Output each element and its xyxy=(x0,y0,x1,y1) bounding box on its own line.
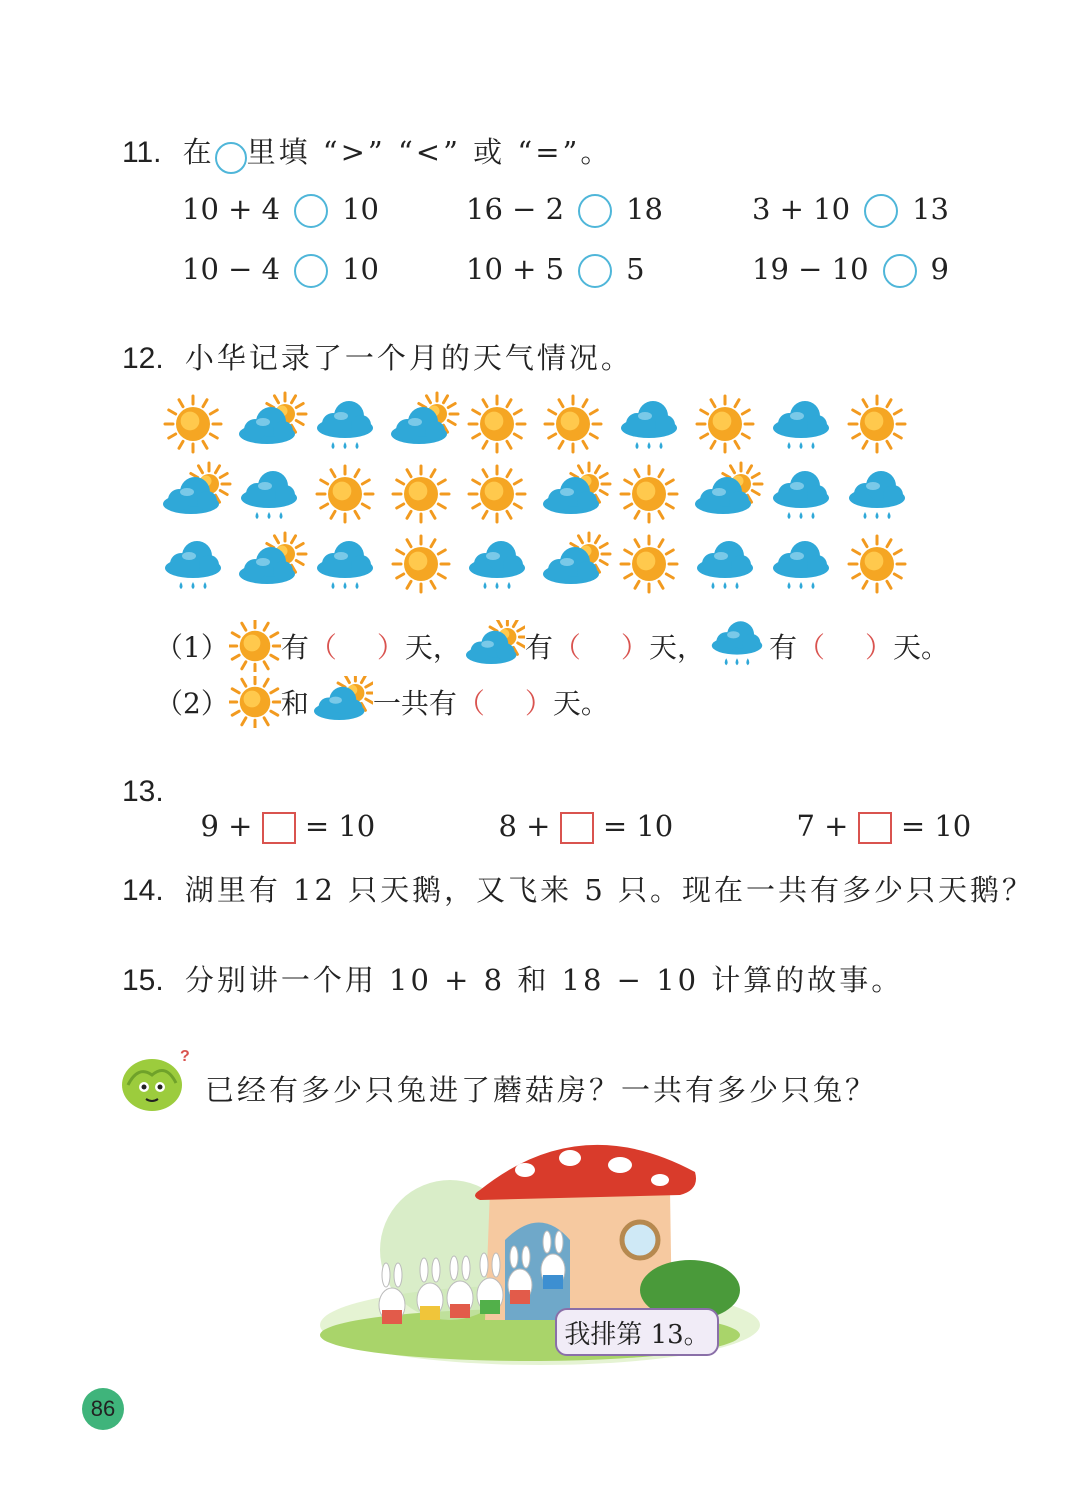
question-12 xyxy=(122,336,633,377)
rain-icon xyxy=(241,471,297,519)
comparison-item xyxy=(182,252,379,288)
sun-icon xyxy=(393,536,449,592)
q13-item-3 xyxy=(778,775,971,844)
cloudy-icon xyxy=(543,533,610,584)
label-tian: 天。 xyxy=(552,687,609,720)
comparison-right: 10 xyxy=(342,192,379,226)
thinking-question: 已经有多少只兔进了蘑菇房？一共有多少只兔？ xyxy=(205,1073,878,1107)
sun-icon xyxy=(469,396,525,452)
sun-icon xyxy=(229,676,281,728)
comparison-left: 19 − 10 xyxy=(752,252,869,286)
comparison-item xyxy=(466,192,663,228)
cloudy-icon xyxy=(543,463,610,514)
sub-label: （2） xyxy=(155,687,229,720)
sun-icon xyxy=(317,466,373,522)
comparison-item xyxy=(466,252,645,288)
question-13 xyxy=(122,775,164,809)
question-number: 14. xyxy=(122,874,164,907)
sub-label: （1） xyxy=(155,631,229,664)
comparison-left: 16 − 2 xyxy=(466,192,565,226)
rain-icon xyxy=(773,401,829,449)
question-11 xyxy=(122,130,612,174)
label-total: 一共有 xyxy=(372,687,457,720)
rain-icon xyxy=(165,541,221,589)
paren-close: ） xyxy=(524,687,553,720)
equation-left: 9 + xyxy=(200,809,253,843)
sun-icon xyxy=(393,466,449,522)
label-you: 有 xyxy=(280,631,309,664)
question-text: 小华记录了一个月的天气情况。 xyxy=(184,341,633,375)
sun-icon xyxy=(849,536,905,592)
answer-circle[interactable] xyxy=(578,194,612,228)
rain-icon xyxy=(317,541,373,589)
label-and: 和 xyxy=(280,687,309,720)
rain-icon xyxy=(317,401,373,449)
paren-open: （ xyxy=(552,631,581,664)
q13-item-1 xyxy=(182,775,375,844)
answer-circle[interactable] xyxy=(294,254,328,288)
sun-icon xyxy=(165,396,221,452)
paren-open: （ xyxy=(796,631,825,664)
comparison-right: 18 xyxy=(626,192,663,226)
rain-icon xyxy=(705,618,769,674)
paren-close: ） xyxy=(376,631,405,664)
comparison-item xyxy=(752,192,949,228)
sun-icon xyxy=(229,620,281,672)
cloudy-icon xyxy=(391,393,458,444)
question-text-after: 里填 “>” “<” 或 “=”。 xyxy=(246,135,613,169)
comparison-item xyxy=(752,252,949,288)
answer-circle[interactable] xyxy=(883,254,917,288)
comparison-item xyxy=(182,192,379,228)
question-number: 12. xyxy=(122,342,164,375)
page-number: 86 xyxy=(82,1388,124,1430)
comparison-right: 9 xyxy=(930,252,949,286)
question-text: 湖里有 12 只天鹅，又飞来 5 只。现在一共有多少只天鹅？ xyxy=(184,873,1035,907)
sun-icon xyxy=(621,466,677,522)
equation-left: 8 + xyxy=(498,809,551,843)
rain-icon xyxy=(697,541,753,589)
question-14 xyxy=(122,868,1034,909)
label-tian: 天， xyxy=(648,631,705,664)
comparison-right: 10 xyxy=(342,252,379,286)
equation-left: 7 + xyxy=(796,809,849,843)
cloudy-icon xyxy=(239,393,306,444)
paren-close: ） xyxy=(864,631,893,664)
comparison-right: 5 xyxy=(626,252,645,286)
label-you: 有 xyxy=(524,631,553,664)
equation-right: = 10 xyxy=(304,809,376,843)
paren-close: ） xyxy=(620,631,649,664)
comparison-right: 13 xyxy=(912,192,949,226)
comparison-left: 3 + 10 xyxy=(752,192,851,226)
comparison-left: 10 − 4 xyxy=(182,252,281,286)
equation-right: = 10 xyxy=(602,809,674,843)
cloudy-icon xyxy=(163,463,230,514)
sun-icon xyxy=(697,396,753,452)
answer-square[interactable] xyxy=(262,812,296,844)
question-text-before: 在 xyxy=(182,135,215,169)
question-text: 分别讲一个用 10 + 8 和 18 − 10 计算的故事。 xyxy=(184,963,904,997)
sun-icon xyxy=(469,466,525,522)
label-tian: 天。 xyxy=(893,631,950,664)
speech-bubble: 我排第 13。 xyxy=(555,1308,719,1356)
svg-text:?: ? xyxy=(180,1048,190,1065)
q12-sub2 xyxy=(155,676,609,728)
question-number: 15. xyxy=(122,964,164,997)
sun-icon xyxy=(621,536,677,592)
question-15 xyxy=(122,958,903,999)
answer-square[interactable] xyxy=(858,812,892,844)
sun-icon xyxy=(849,396,905,452)
question-number: 11. xyxy=(122,136,162,169)
q13-item-2 xyxy=(480,775,673,844)
rain-icon xyxy=(849,471,905,519)
q12-sub1 xyxy=(155,618,949,674)
cabbage-mascot-icon xyxy=(118,1045,198,1117)
paren-open: （ xyxy=(308,631,337,664)
sun-icon xyxy=(545,396,601,452)
cloudy-icon xyxy=(695,463,762,514)
cloudy-icon xyxy=(309,676,373,728)
cloudy-icon xyxy=(239,533,306,584)
answer-circle-sample xyxy=(215,142,247,174)
weather-grid xyxy=(150,390,930,600)
answer-circle[interactable] xyxy=(864,194,898,228)
rain-icon xyxy=(773,471,829,519)
question-number: 13. xyxy=(122,775,164,808)
equation-right: = 10 xyxy=(900,809,972,843)
paren-open: （ xyxy=(456,687,485,720)
rain-icon xyxy=(773,541,829,589)
rain-icon xyxy=(469,541,525,589)
answer-square[interactable] xyxy=(560,812,594,844)
answer-circle[interactable] xyxy=(294,194,328,228)
rain-icon xyxy=(621,401,677,449)
cloudy-icon xyxy=(461,620,525,672)
label-tian: 天， xyxy=(404,631,461,664)
label-you: 有 xyxy=(768,631,797,664)
comparison-left: 10 + 5 xyxy=(466,252,565,286)
answer-circle[interactable] xyxy=(578,254,612,288)
comparison-left: 10 + 4 xyxy=(182,192,281,226)
